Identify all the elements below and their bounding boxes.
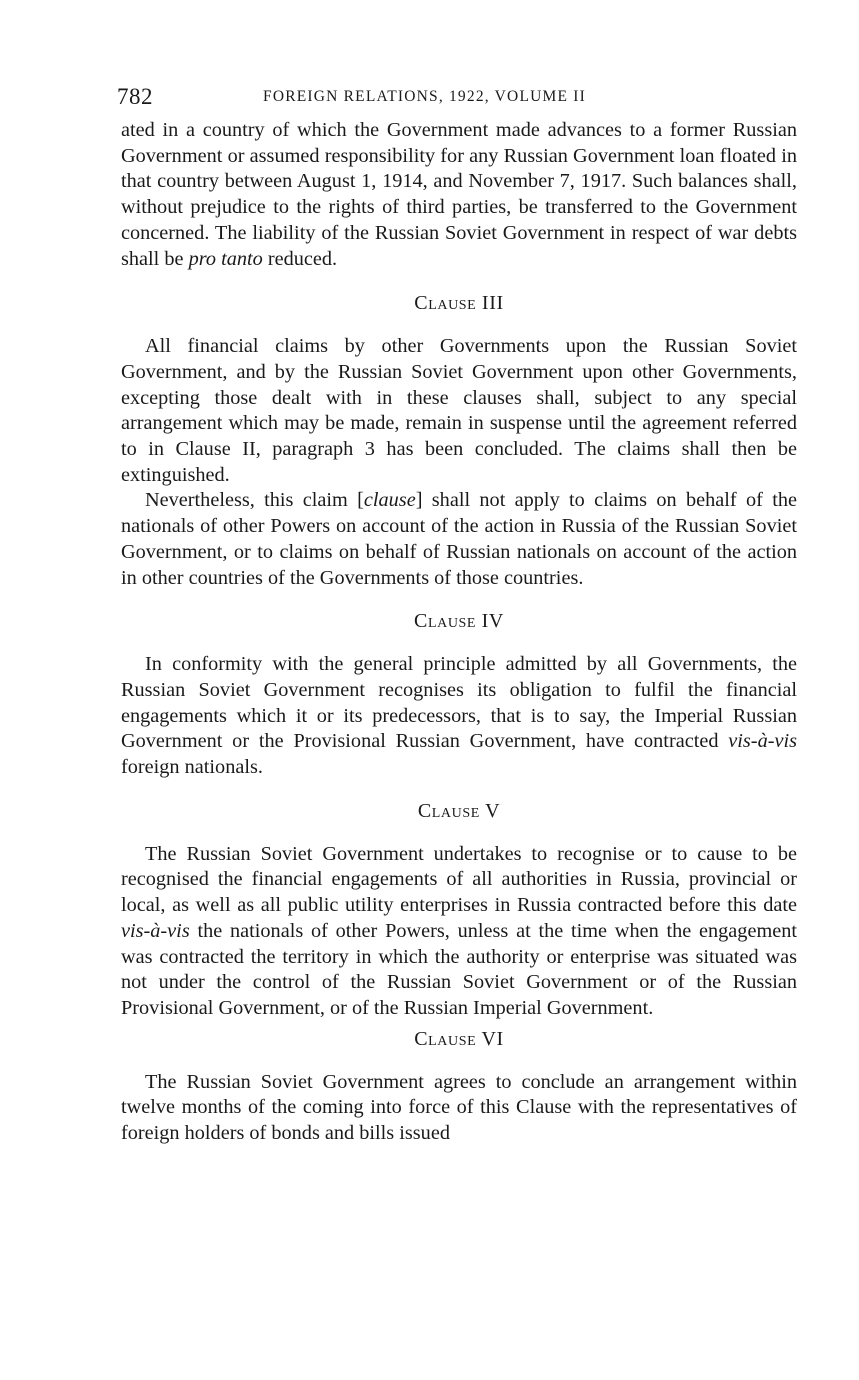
clause-5-heading: Clause V [417, 799, 501, 822]
clause-5-italic: vis-à-vis [121, 919, 190, 942]
clause-4-text-end: foreign nationals. [121, 756, 263, 779]
continuation-italic: pro tanto [188, 247, 263, 270]
continuation-paragraph [121, 118, 797, 272]
clause-4-text: In conformity with the general principle admitted by all Governments, the Russian Soviet Government recognises its obligation to fulfil the financial engagements which it or its predecessors, that is to say, the Imperial Russian Government or the Provisional Russian Government, have contracted [121, 653, 797, 753]
clause-3-p2-italic: clause [363, 489, 416, 512]
running-title: FOREIGN RELATIONS, 1922, VOLUME II [263, 88, 586, 105]
clause-3-paragraph-1: All financial claims by other Governments upon the Russian Soviet Government, and by the Russian Soviet Government upon other Governments, excepting those dealt with in these clauses shall, subject to any special arrangement which may be made, remain in suspense until the agreement referred to in Clause II, paragraph 3 has been concluded. The claims shall then be extinguished. [121, 335, 797, 486]
page-number: 782 [117, 84, 153, 109]
clause-5-text-end: the nationals of other Powers, unless at the time when the engagement was contracted the territory in which the authority or enterprise was situated was not under the control of the Russian Soviet Government or of the Russian Provisional Government, or of the Russian Imperial Government. [121, 919, 797, 1019]
clause-3-paragraph-2 [121, 488, 797, 591]
continuation-text: ated in a country of which the Government made advances to a former Russian Government or assumed responsibility for any Russian Government loan floated in that country between August 1, 1914, and November 7, 1917. Such balances shall, without prejudice to the rights of third parties, be transferred to the Government concerned. The liability of the Russian Soviet Government in respect of war debts shall be [121, 119, 797, 270]
clause-5-text: The Russian Soviet Government undertakes to recognise or to cause to be recognised the financial engagements of all authorities in Russia, provincial or local, as well as all public utility enterprises in Russia contracted before this date [121, 842, 797, 917]
continuation-text-end: reduced. [262, 247, 338, 270]
clause-3-p2-text-end: ] shall not apply to claims on behalf of the nationals of other Powers on account of the action in Russia of the Russian Soviet Government, or to claims on behalf of Russian nationals on account of the action in other countries of the Governments of those countries. [121, 489, 797, 589]
clause-6-paragraph: The Russian Soviet Government agrees to conclude an arrangement within twelve months of the coming into force of this Clause with the representatives of foreign holders of bonds and bills issued [121, 1070, 797, 1145]
running-header [117, 82, 797, 116]
clause-5-paragraph [121, 842, 797, 1022]
clause-6-heading: Clause VI [414, 1027, 504, 1050]
clause-3-heading: Clause III [414, 292, 504, 315]
clause-4-italic: vis-à-vis [728, 730, 797, 753]
clause-4-paragraph [121, 652, 797, 781]
document-page [117, 82, 797, 1147]
clause-3-p2-text: Nevertheless, this claim [ [145, 489, 364, 512]
clause-4-heading: Clause IV [414, 610, 504, 633]
